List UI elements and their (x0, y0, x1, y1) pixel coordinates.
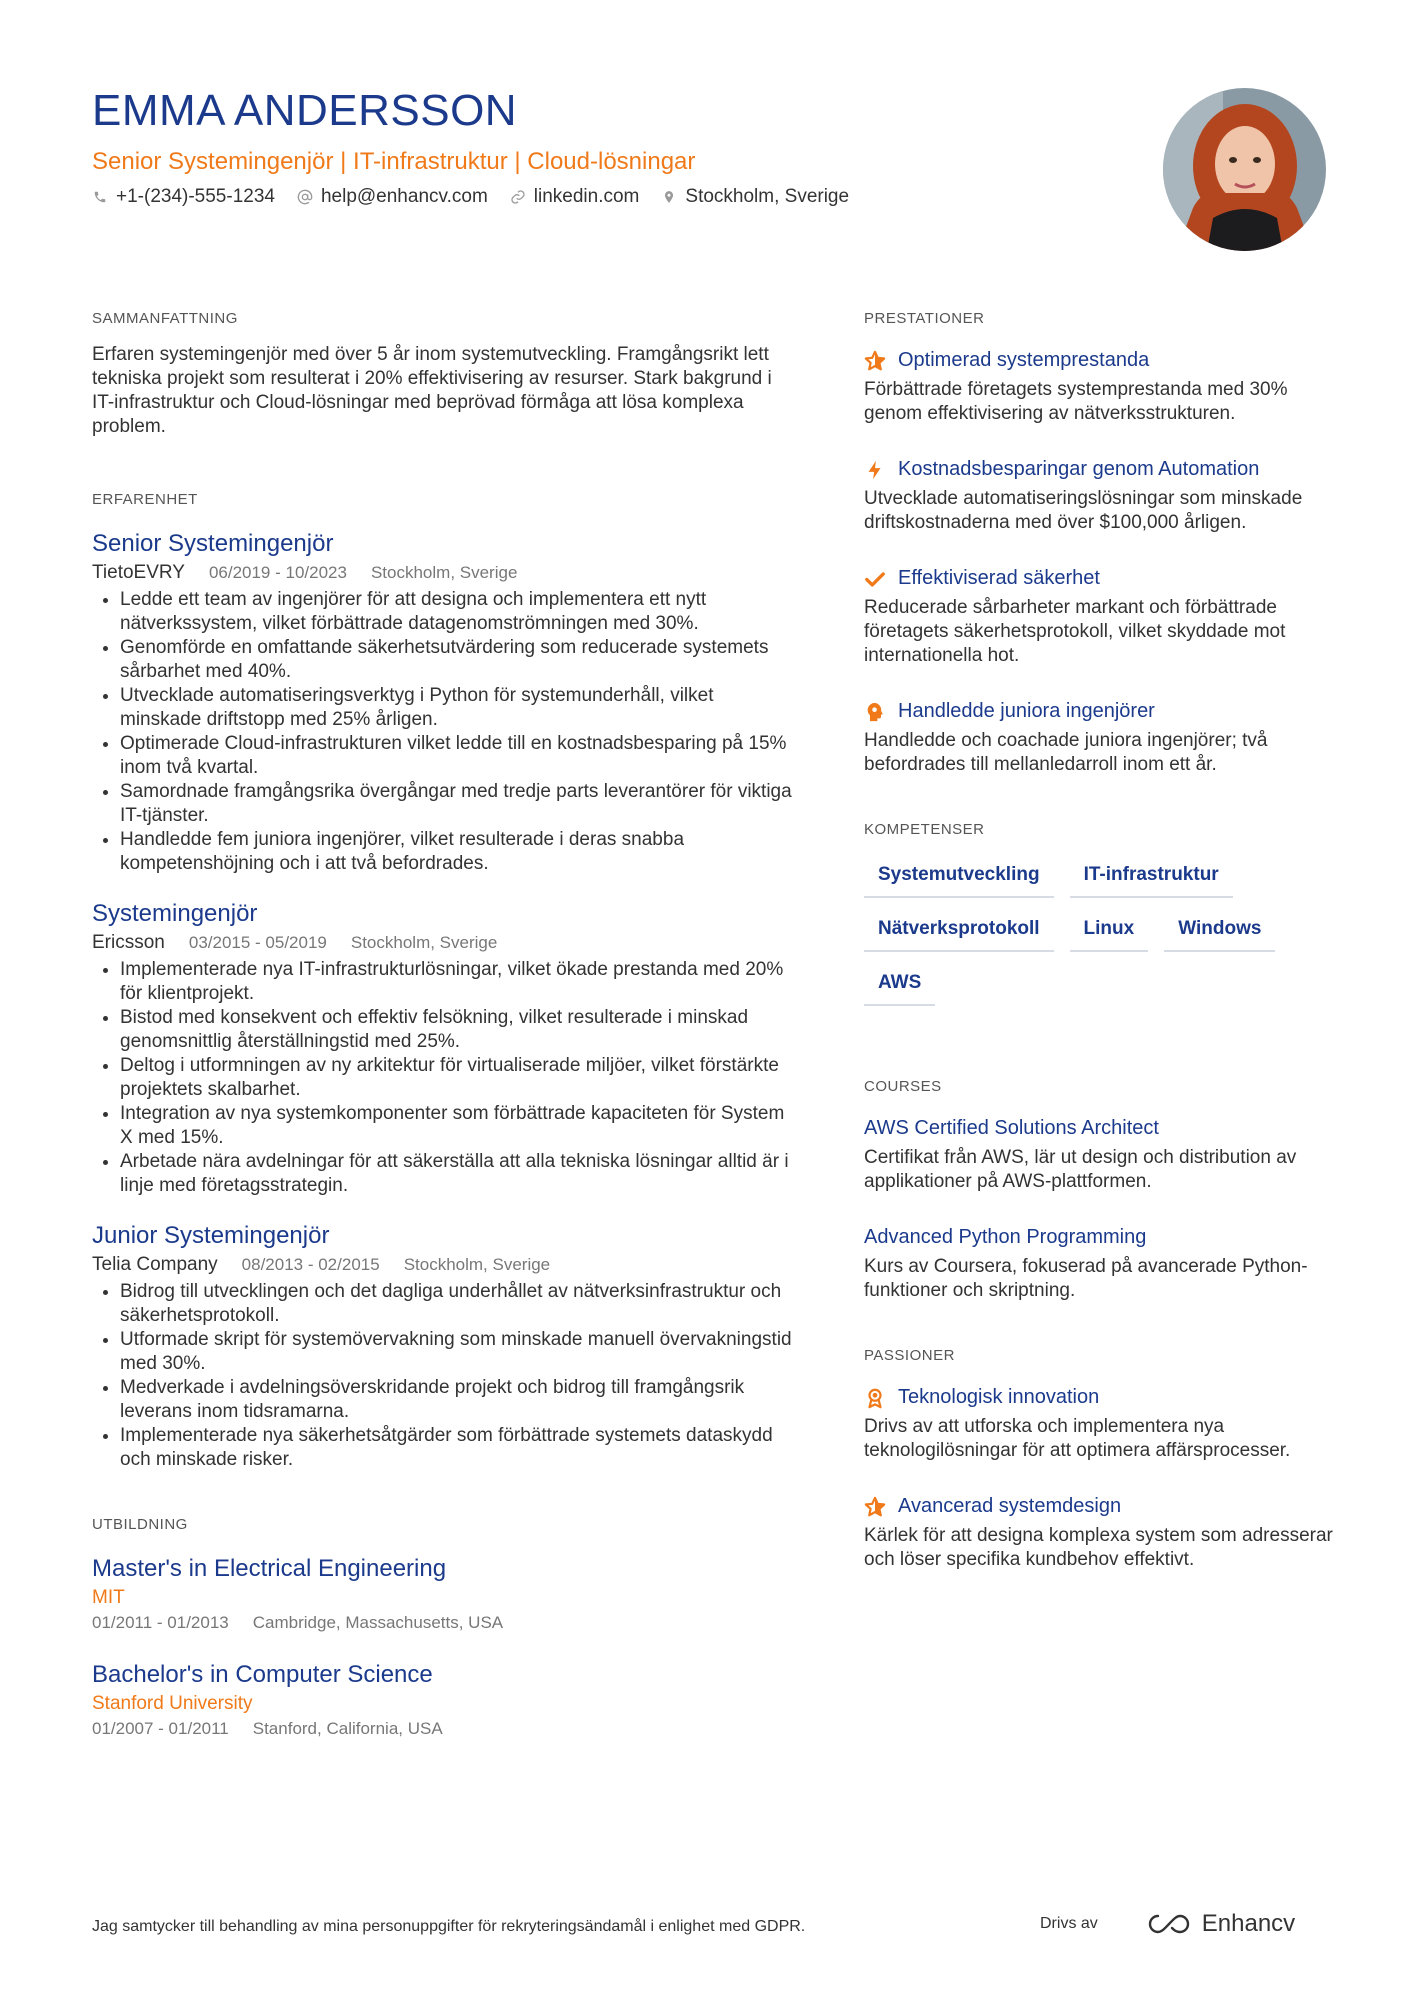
courses-section (864, 1078, 1334, 1303)
job-bullet: • Deltog i utformningen av ny arkitektur för virtualiserade miljöer, vilket förstärkte projektets skalbarhet. (120, 1054, 792, 1102)
location-text: Stockholm, Sverige (685, 186, 850, 207)
passion-desc: Kärlek för att designa komplexa system som adresserar och löser specifika kundbehov effektivt. (864, 1525, 1333, 1570)
job-dates: 08/2013 - 02/2015 (241, 1255, 380, 1274)
at-icon (297, 189, 313, 205)
job-entry (92, 1222, 792, 1472)
education-title: UTBILDNING (92, 1516, 188, 1533)
job-bullet: • Bidrog till utvecklingen och det dagliga underhållet av nätverksinfrastruktur och säkerhetsprotokoll. (120, 1280, 792, 1328)
achievement-title: Kostnadsbesparingar genom Automation (898, 458, 1260, 480)
skills-title: KOMPETENSER (864, 821, 985, 838)
job-bullet: • Medverkade i avdelningsöverskridande projekt och bidrog till framgångsrik leverans inom tidsramarna. (120, 1376, 792, 1424)
email-text: help@enhancv.com (320, 186, 488, 207)
achievements-section (864, 310, 1334, 777)
job-title: Junior Systemingenjör (92, 1222, 330, 1249)
education-entry (92, 1661, 792, 1739)
skill-tag: Windows (1164, 914, 1275, 952)
job-bullet: • Utvecklade automatiseringsverktyg i Python för systemunderhåll, vilket minskade driftstopp med 25% årligen. (120, 684, 792, 732)
company-name: Ericsson (92, 932, 165, 953)
left-column (92, 310, 792, 1767)
skills-list (864, 860, 1334, 1006)
education-meta (92, 1719, 792, 1739)
job-bullets (92, 958, 792, 1198)
achievement-item (864, 567, 1334, 668)
job-bullets (92, 1280, 792, 1472)
job-entry (92, 900, 792, 1198)
link-icon (510, 189, 526, 205)
job-title: Senior Systemingenjör (92, 530, 334, 557)
education-meta (92, 1613, 792, 1633)
head-icon (864, 701, 886, 723)
achievement-item (864, 349, 1334, 426)
achievement-desc: Förbättrade företagets systemprestanda med 30% genom effektivisering av nätverksstrukturen. (864, 379, 1288, 424)
passion-desc: Drivs av att utforska och implementera nya teknologilösningar för att optimera affärsprocesser. (864, 1416, 1291, 1461)
achievement-desc: Utvecklade automatiseringslösningar som minskade driftskostnaderna med över $100,000 årligen. (864, 488, 1303, 533)
achievement-desc: Reducerade sårbarheter markant och förbättrade företagets säkerhetsprotokoll, vilket skyddade mot internationella hot. (864, 597, 1286, 666)
job-location: Stockholm, Sverige (350, 933, 498, 952)
achievement-title: Effektiviserad säkerhet (898, 567, 1100, 589)
company-name: TietoEVRY (92, 562, 185, 583)
check-icon (864, 568, 886, 590)
job-meta (92, 932, 792, 954)
job-bullet: • Integration av nya systemkomponenter som förbättrade kapaciteten för System X med 15%. (120, 1102, 792, 1150)
candidate-name: EMMA ANDERSSON (92, 86, 518, 135)
skill-tag: Systemutveckling (864, 860, 1054, 898)
contact-location (661, 186, 849, 208)
course-title: Advanced Python Programming (864, 1226, 1147, 1248)
job-bullet: • Handledde fem juniora ingenjörer, vilket resulterade i deras snabba kompetenshöjning och i att två befordrades. (120, 828, 792, 876)
contact-row (92, 186, 849, 208)
course-title: AWS Certified Solutions Architect (864, 1117, 1159, 1139)
summary-section (92, 310, 792, 439)
contact-phone (92, 186, 275, 208)
achievements-title: PRESTATIONER (864, 310, 985, 327)
education-dates: 01/2011 - 01/2013 (92, 1613, 229, 1632)
job-bullet: • Utformade skript för systemövervakning som minskade manuell övervakningstid med 30%. (120, 1328, 792, 1376)
passions-section (864, 1347, 1334, 1572)
job-title: Systemingenjör (92, 900, 258, 927)
school-name: MIT (92, 1587, 125, 1608)
achievement-title: Handledde juniora ingenjörer (898, 700, 1155, 722)
footer-branding (1040, 1910, 1295, 1938)
passions-title: PASSIONER (864, 1347, 955, 1364)
job-bullet: • Samordnade framgångsrika övergångar med tredje parts leverantörer för viktiga IT-tjänster. (120, 780, 792, 828)
skills-section (864, 821, 1334, 1006)
candidate-tagline: Senior Systemingenjör | IT-infrastruktur | Cloud-lösningar (92, 148, 696, 175)
brand-name: Enhancv (1201, 1910, 1296, 1937)
job-bullet: • Genomförde en omfattande säkerhetsutvärdering som reducerade systemets sårbarhet med 40%. (120, 636, 792, 684)
degree-title: Bachelor's in Computer Science (92, 1661, 433, 1688)
phone-text: +1-(234)-555-1234 (116, 186, 275, 207)
job-location: Stockholm, Sverige (370, 563, 518, 582)
bolt-icon (864, 459, 886, 481)
achievement-desc: Handledde och coachade juniora ingenjörer; två befordrades till mellanledarroll inom ett år. (864, 730, 1268, 775)
job-dates: 03/2015 - 05/2019 (188, 933, 327, 952)
passion-title: Teknologisk innovation (898, 1386, 1100, 1408)
skill-tag: AWS (864, 968, 935, 1006)
courses-title: COURSES (864, 1078, 942, 1095)
education-section (92, 1516, 792, 1739)
summary-text: Erfaren systemingenjör med över 5 år inom systemutveckling. Framgångsrikt lett tekniska projekt som resulterat i 20% effektivisering av resurser. Stark bakgrund i IT-infrastruktur och Cloud-lösningar med beprövad förmåga att lösa komplexa problem. (92, 344, 772, 437)
experience-section (92, 491, 792, 1472)
company-name: Telia Company (92, 1254, 218, 1275)
job-bullet: • Implementerade nya IT-infrastrukturlösningar, vilket ökade prestanda med 20% för klientprojekt. (120, 958, 792, 1006)
job-dates: 06/2019 - 10/2023 (208, 563, 347, 582)
contact-email[interactable] (297, 186, 488, 208)
job-meta (92, 1254, 792, 1276)
job-bullet: • Implementerade nya säkerhetsåtgärder som förbättrade systemets dataskydd och minskade risker. (120, 1424, 792, 1472)
passion-item (864, 1386, 1334, 1463)
job-bullets (92, 588, 792, 876)
job-meta (92, 562, 792, 584)
enhancv-logo[interactable] (1146, 1910, 1295, 1938)
linkedin-text: linkedin.com (533, 186, 640, 207)
passion-title: Avancerad systemdesign (898, 1495, 1122, 1517)
right-column (864, 310, 1334, 1604)
phone-icon (92, 189, 108, 205)
infinity-logo-icon (1146, 1912, 1192, 1936)
location-pin-icon (661, 189, 677, 205)
skill-tag: Linux (1070, 914, 1149, 952)
skill-tag: IT-infrastruktur (1070, 860, 1233, 898)
education-location: Stanford, California, USA (252, 1719, 443, 1738)
contact-linkedin[interactable] (510, 186, 640, 208)
gdpr-consent: Jag samtycker till behandling av mina personuppgifter för rekryteringsändamål i enlighet med GDPR. (92, 1918, 806, 1935)
school-name: Stanford University (92, 1693, 253, 1714)
degree-title: Master's in Electrical Engineering (92, 1555, 447, 1582)
star-icon (864, 350, 886, 372)
powered-by-label: Drivs av (1040, 1915, 1098, 1932)
course-item (864, 1226, 1334, 1303)
job-bullet: • Ledde ett team av ingenjörer för att designa och implementera ett nytt nätverkssystem, vilket förbättrade datagenomströmningen med 30%. (120, 588, 792, 636)
job-bullet: • Optimerade Cloud-infrastrukturen vilket ledde till en kostnadsbesparing på 15% inom två kvartal. (120, 732, 792, 780)
passion-item (864, 1495, 1334, 1572)
achievement-item (864, 458, 1334, 535)
profile-photo (1163, 88, 1326, 251)
education-dates: 01/2007 - 01/2011 (92, 1719, 229, 1738)
award-icon (864, 1387, 886, 1409)
education-entry (92, 1555, 792, 1633)
course-desc: Kurs av Coursera, fokuserad på avancerade Python-funktioner och skriptning. (864, 1256, 1308, 1301)
course-desc: Certifikat från AWS, lär ut design och distribution av applikationer på AWS-plattformen. (864, 1147, 1297, 1192)
experience-title: ERFARENHET (92, 491, 198, 508)
job-entry (92, 530, 792, 876)
summary-title: SAMMANFATTNING (92, 310, 238, 327)
achievement-item (864, 700, 1334, 777)
star-icon (864, 1496, 886, 1518)
course-item (864, 1117, 1334, 1194)
skill-tag: Nätverksprotokoll (864, 914, 1054, 952)
job-location: Stockholm, Sverige (403, 1255, 551, 1274)
education-location: Cambridge, Massachusetts, USA (252, 1613, 504, 1632)
job-bullet: • Arbetade nära avdelningar för att säkerställa att alla tekniska lösningar alltid är i linje med företagsstrategin. (120, 1150, 792, 1198)
job-bullet: • Bistod med konsekvent och effektiv felsökning, vilket resulterade i minskad genomsnittlig återställningstid med 25%. (120, 1006, 792, 1054)
achievement-title: Optimerad systemprestanda (898, 349, 1150, 371)
